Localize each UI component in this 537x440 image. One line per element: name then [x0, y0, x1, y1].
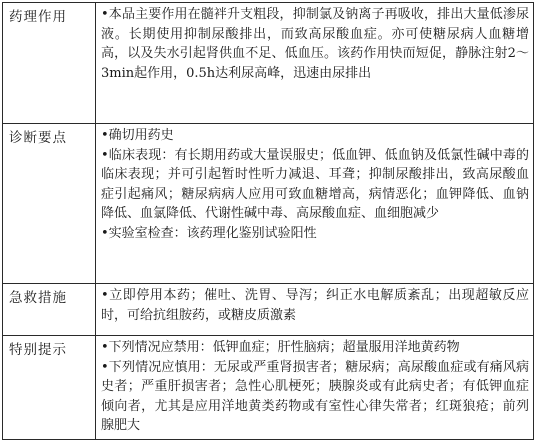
drug-info-table	[2, 2, 534, 440]
row-content	[96, 336, 534, 440]
list-item: •下列情况应慎用：无尿或严重肾损害者；糖尿病；高尿酸血症或有痛风病史者；严重肝损害者；急性心肌梗死；胰腺炎或有此病史者；有低钾血症倾向者，尤其是应用洋地黄类药物或有室性心律失常者；红斑狼疮；前列腺肥大	[101, 359, 529, 433]
list-item: •确切用药史	[101, 128, 174, 143]
table-row-emergency	[3, 284, 534, 336]
list-item: •下列情况应禁用：低钾血症；肝性脑病；超量服用洋地黄药物	[101, 340, 460, 355]
list-item: •实验室检查：该药理化鉴别试验阳性	[101, 225, 317, 241]
table-row-pharmacology	[3, 3, 534, 124]
row-label: 特别提示	[3, 336, 96, 440]
list-item: •立即停用本药；催吐、洗胃、导泻；纠正水电解质紊乱；出现超敏反应时，可给抗组胺药，或糖皮质激素	[101, 288, 529, 323]
row-content	[96, 284, 534, 336]
row-label: 诊断要点	[3, 124, 96, 284]
row-content	[96, 124, 534, 284]
row-content	[96, 3, 534, 124]
table-row-special-notes	[3, 336, 534, 440]
table-row-diagnosis	[3, 124, 534, 284]
row-label: 急救措施	[3, 284, 96, 336]
list-item: •临床表现：有长期用药或大量误服史；低血钾、低血钠及低氯性碱中毒的临床表现；并可引起暂时性听力减退、耳聋；抑制尿酸排出，致高尿酸血症引起痛风；糖尿病病人应用可致血糖增高，病情恶化；血钾降低、血钠降低、血氯降低、代谢性碱中毒、高尿酸血症、血细胞减少	[101, 147, 529, 221]
row-label: 药理作用	[3, 3, 96, 124]
list-item: •本品主要作用在髓袢升支粗段，抑制氯及钠离子再吸收，排出大量低渗尿液。长期使用抑制尿酸排出，而致高尿酸血症。亦可使糖尿病人血糖增高，以及失水引起肾供血不足、低血压。该药作用快而短促，静脉注射2～3min起作用，0.5h达利尿高峰，迅速由尿排出	[101, 7, 529, 81]
